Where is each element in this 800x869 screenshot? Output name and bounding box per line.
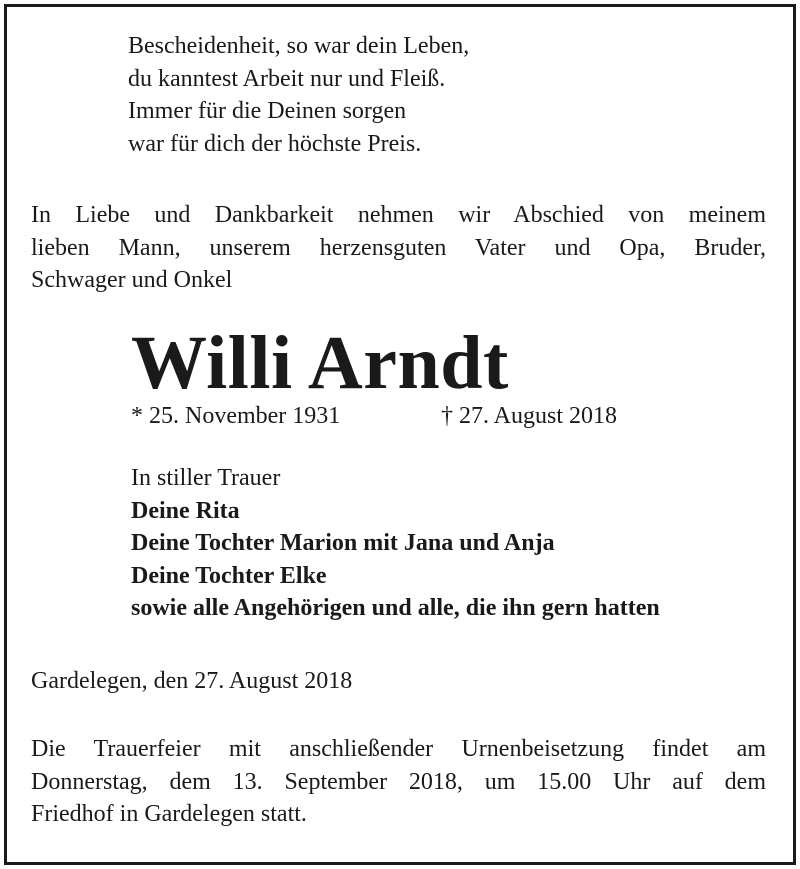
- place-date: Gardelegen, den 27. August 2018: [31, 668, 353, 694]
- service-line: Friedhof in Gardelegen statt.: [31, 801, 307, 827]
- intro-line: Schwager und Onkel: [31, 267, 233, 293]
- poem-line: Immer für die Deinen sorgen: [128, 98, 407, 124]
- service-line: Die Trauerfeier mit anschließender Urnenbeisetzung findet am: [31, 736, 766, 762]
- service-line: Donnerstag, dem 13. September 2018, um 15.00 Uhr auf dem: [31, 768, 766, 795]
- poem: [128, 30, 469, 160]
- service-paragraph: [31, 733, 766, 831]
- birth-date: * 25. November 1931: [131, 403, 341, 429]
- mourners-heading: In stiller Trauer: [131, 465, 281, 491]
- intro-paragraph: [31, 199, 766, 297]
- mourner-line: Deine Tochter Elke: [131, 562, 327, 589]
- intro-line: lieben Mann, unserem herzensguten Vater und Opa, Bruder,: [31, 234, 766, 261]
- deceased-name: Willi Arndt: [131, 321, 509, 405]
- mourner-line: Deine Tochter Marion mit Jana und Anja: [131, 530, 555, 556]
- intro-line: In Liebe und Dankbarkeit nehmen wir Abschied von meinem: [31, 202, 766, 228]
- poem-line: war für dich der höchste Preis.: [128, 130, 422, 157]
- poem-line: du kanntest Arbeit nur und Fleiß.: [128, 65, 446, 92]
- death-date: † 27. August 2018: [441, 403, 618, 429]
- poem-line: Bescheidenheit, so war dein Leben,: [128, 33, 470, 59]
- mourners-block: [131, 462, 660, 625]
- mourner-line: sowie alle Angehörigen und alle, die ihn gern hatten: [131, 595, 660, 621]
- mourner-line: Deine Rita: [131, 497, 240, 524]
